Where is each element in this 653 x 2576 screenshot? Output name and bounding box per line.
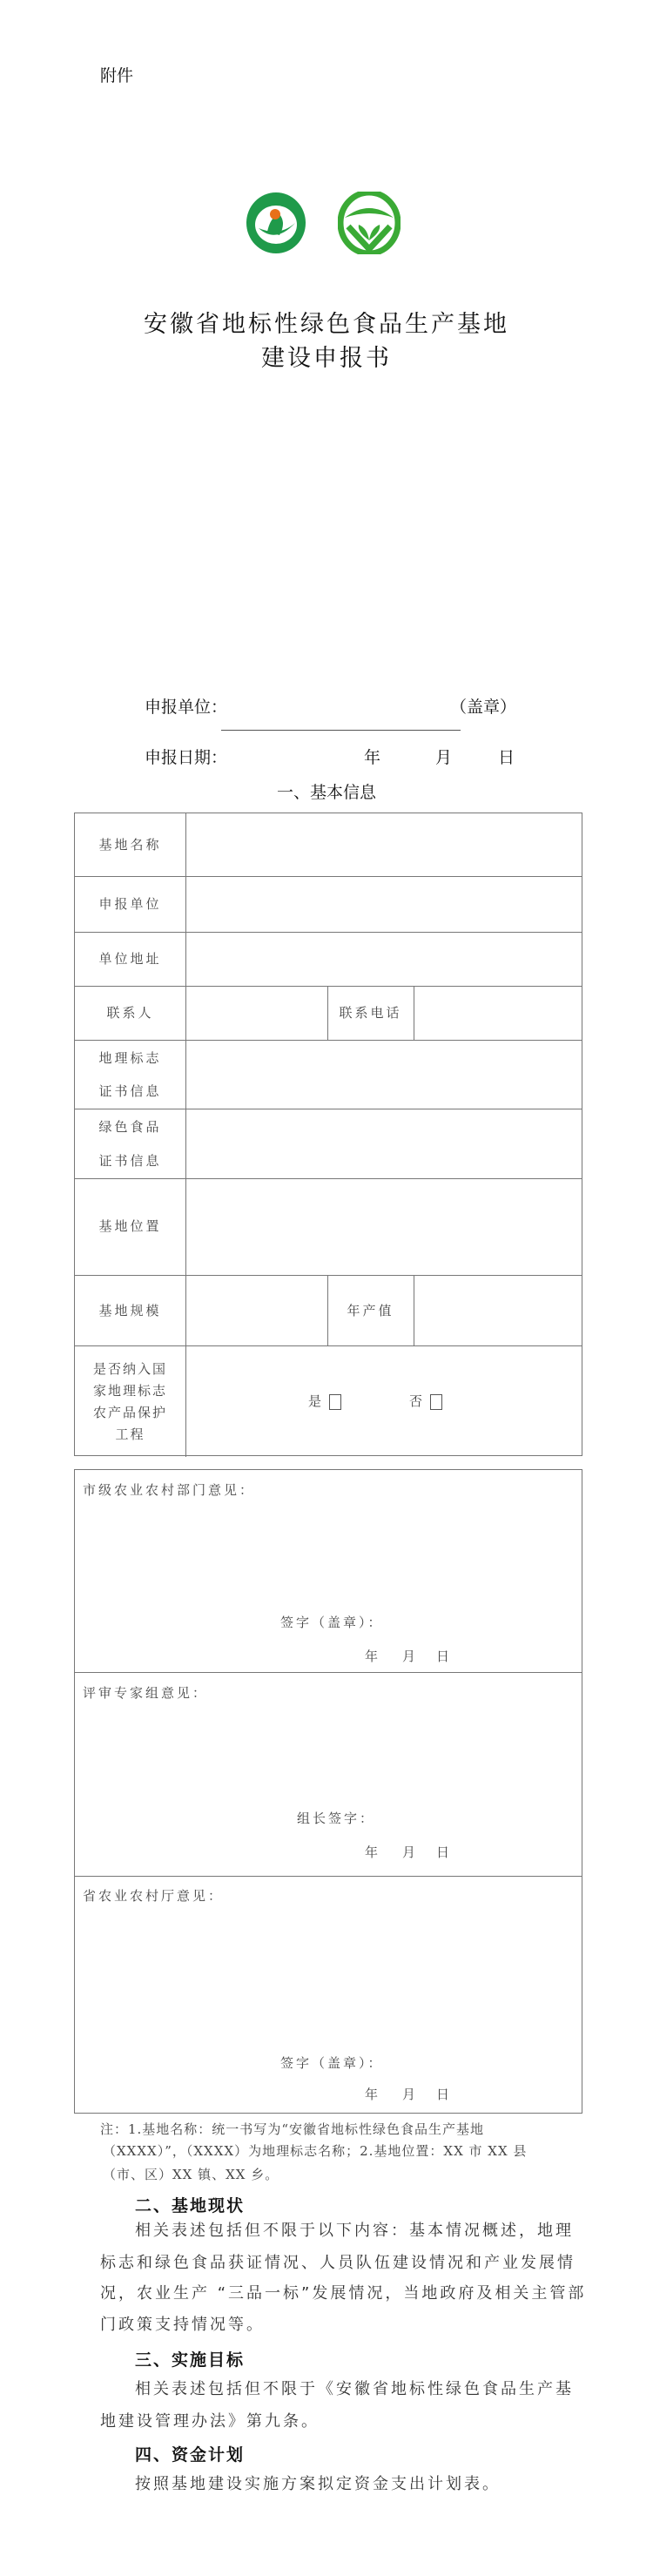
province-year: 年	[365, 2087, 381, 2102]
label-green-cert: 绿色食品	[98, 1119, 162, 1135]
label-geo-cert-2: 证书信息	[98, 1083, 162, 1099]
date-month: 月	[435, 748, 453, 767]
city-day: 日	[436, 1649, 453, 1664]
section3-line: 地建设管理办法》第九条。	[100, 2412, 320, 2431]
expert-opinion-label: 评审专家组意见：	[83, 1685, 209, 1701]
applicant-date-label: 申报日期：	[145, 748, 228, 767]
label-unit: 申报单位	[98, 896, 162, 912]
label-protection-3: 农产品保护	[92, 1405, 167, 1420]
city-year: 年	[365, 1649, 381, 1664]
no-checkbox[interactable]	[430, 1394, 442, 1410]
applicant-unit-field[interactable]	[221, 730, 461, 731]
section2-line: 况，农业生产 “三品一标”发展情况，当地政府及相关主管部	[100, 2284, 587, 2303]
city-month: 月	[402, 1649, 419, 1664]
seal-label: （盖章）	[450, 698, 517, 717]
no-label: 否	[409, 1393, 426, 1409]
label-phone: 联系电话	[339, 1005, 402, 1021]
green-food-logo	[338, 192, 401, 254]
city-opinion-label: 市级农业农村部门意见：	[83, 1482, 256, 1498]
label-address: 单位地址	[98, 951, 162, 967]
section4-line: 按照基地建设实施方案拟定资金支出计划表。	[135, 2475, 501, 2493]
section1-heading: 一、基本信息	[276, 783, 376, 802]
section2-heading: 二、基地现状	[135, 2196, 246, 2215]
city-sign-label: 签字（盖章）：	[280, 1615, 384, 1630]
city-opinion-box[interactable]	[74, 1469, 582, 1673]
label-scale: 基地规模	[98, 1303, 162, 1318]
geo-indication-logo	[245, 192, 307, 254]
label-geo-cert: 地理标志	[98, 1050, 162, 1066]
yes-option[interactable]	[308, 1393, 341, 1410]
expert-sign-label: 组长签字：	[297, 1811, 376, 1826]
label-protection-2: 家地理标志	[92, 1383, 167, 1399]
province-opinion-box[interactable]	[74, 1876, 582, 2114]
province-opinion-label: 省农业农村厅意见：	[83, 1888, 225, 1904]
yes-label: 是	[308, 1393, 325, 1409]
attachment-label: 附件	[100, 66, 134, 85]
expert-day: 日	[436, 1844, 453, 1860]
expert-month: 月	[402, 1844, 419, 1860]
label-location: 基地位置	[98, 1218, 162, 1234]
province-sign-label: 签字（盖章）：	[280, 2055, 384, 2071]
province-day: 日	[436, 2087, 453, 2102]
section4-heading: 四、资金计划	[135, 2445, 246, 2465]
label-protection-4: 工程	[115, 1426, 145, 1442]
expert-year: 年	[365, 1844, 381, 1860]
document-title-line1: 安徽省地标性绿色食品生产基地	[144, 311, 509, 338]
expert-opinion-box[interactable]	[74, 1672, 582, 1877]
label-contact: 联系人	[106, 1005, 154, 1021]
note-line1: 注：1.基地名称：统一书写为“安徽省地标性绿色食品生产基地	[100, 2121, 484, 2137]
section3-line: 相关表述包括但不限于《安徽省地标性绿色食品生产基	[135, 2380, 574, 2398]
label-green-cert-2: 证书信息	[98, 1153, 162, 1169]
applicant-unit-label: 申报单位：	[145, 698, 228, 717]
note-line3: （市、区）XX 镇、XX 乡。	[103, 2167, 279, 2182]
document-title-line2: 建设申报书	[261, 345, 392, 372]
section2-line: 门政策支持情况等。	[100, 2316, 265, 2334]
label-protection: 是否纳入国	[92, 1361, 167, 1377]
label-output-value: 年产值	[347, 1303, 394, 1318]
no-option[interactable]	[409, 1393, 442, 1410]
note-line2: （XXXX）”，（XXXX）为地理标志名称；2.基地位置：XX 市 XX 县	[103, 2143, 528, 2159]
province-month: 月	[402, 2087, 419, 2102]
yes-checkbox[interactable]	[329, 1394, 341, 1410]
date-year: 年	[364, 748, 381, 767]
section3-heading: 三、实施目标	[135, 2350, 246, 2370]
date-day: 日	[498, 748, 515, 767]
basic-info-table	[74, 813, 582, 1456]
section2-line: 相关表述包括但不限于以下内容：基本情况概述，地理	[135, 2222, 574, 2240]
section2-line: 标志和绿色食品获证情况、人员队伍建设情况和产业发展情	[100, 2254, 576, 2272]
label-base-name: 基地名称	[98, 837, 162, 853]
